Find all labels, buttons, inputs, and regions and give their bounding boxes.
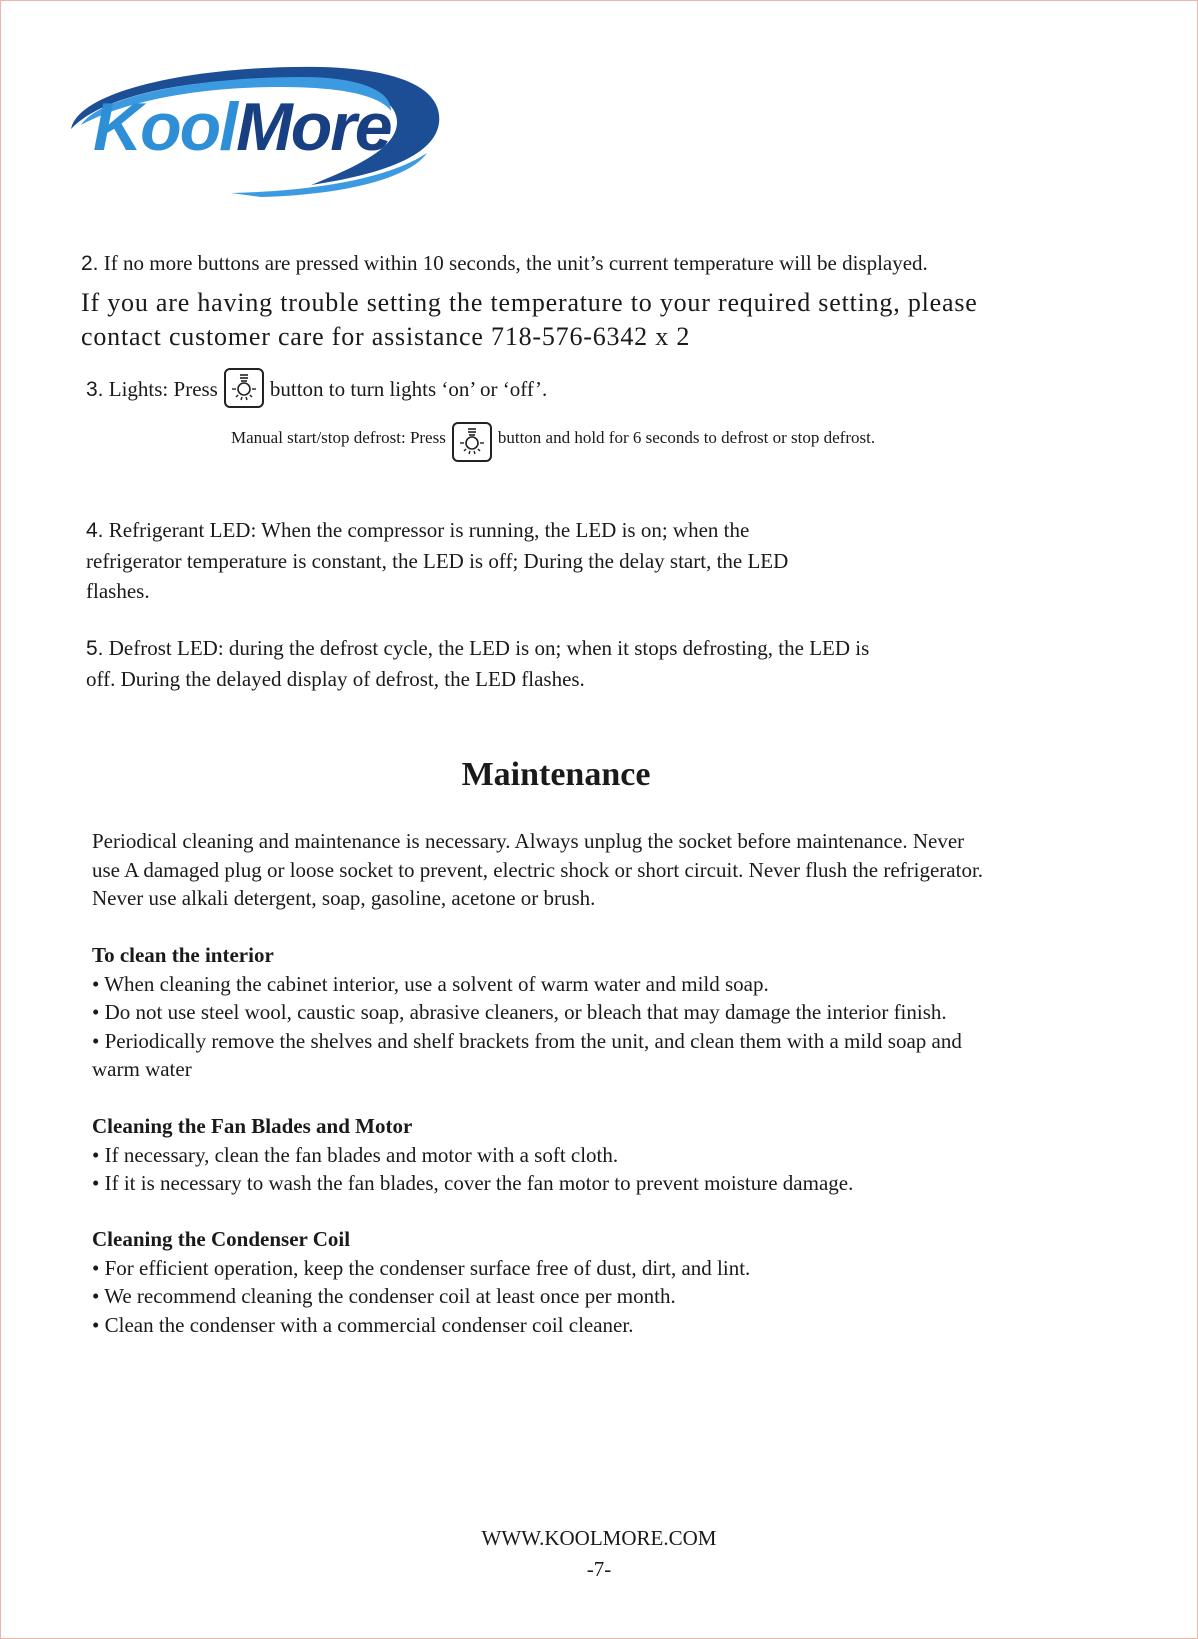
item-2-text: If no more buttons are pressed within 10 seconds, the unit’s current temperature will be displayed. (103, 251, 928, 275)
item-5 (86, 633, 869, 694)
section-fan-blades (92, 1112, 853, 1198)
lightbulb-icon (452, 422, 492, 462)
item-3-lights (86, 371, 547, 411)
item-4-number: 4. (86, 519, 104, 542)
maintenance-intro-line: use A damaged plug or loose socket to prevent, electric shock or short circuit. Never flush the refrigerator. (92, 857, 984, 882)
item-5-line: Defrost LED: during the defrost cycle, the LED is on; when it stops defrosting, the LED is (108, 636, 870, 660)
item-4-line: refrigerator temperature is constant, the LED is off; During the delay start, the LED (86, 549, 789, 573)
section-clean-interior (92, 941, 962, 1084)
logo-wordmark: KoolMore (93, 89, 391, 165)
bullet-line: • For efficient operation, keep the condenser surface free of dust, dirt, and lint. (92, 1255, 751, 1280)
maintenance-heading: Maintenance (461, 756, 651, 793)
customer-care-line-2: contact customer care for assistance 718-576-6342 x 2 (81, 322, 691, 351)
item-4-line: Refrigerant LED: When the compressor is running, the LED is on; when the (108, 518, 750, 542)
koolmore-logo (61, 61, 446, 201)
page-number: -7- (586, 1557, 612, 1581)
lightbulb-icon (224, 368, 264, 408)
customer-care-line-1: If you are having trouble setting the temperature to your required setting, please (81, 288, 978, 317)
item-4-line: flashes. (86, 579, 150, 603)
section-title: Cleaning the Fan Blades and Motor (92, 1114, 413, 1138)
bullet-line: • When cleaning the cabinet interior, use a solvent of warm water and mild soap. (92, 971, 769, 996)
section-title: To clean the interior (92, 943, 274, 967)
lights-suffix: button to turn lights ‘on’ or ‘off’. (269, 376, 548, 401)
bullet-line: • We recommend cleaning the condenser coil at least once per month. (92, 1284, 676, 1308)
bullet-line: warm water (92, 1057, 192, 1081)
defrost-prefix: Manual start/stop defrost: Press (231, 427, 446, 447)
section-title: Cleaning the Condenser Coil (92, 1227, 351, 1251)
maintenance-intro-line: Never use alkali detergent, soap, gasoline, acetone or brush. (92, 886, 596, 910)
item-5-line: off. During the delayed display of defrost, the LED flashes. (86, 667, 585, 691)
maintenance-intro-line: Periodical cleaning and maintenance is necessary. Always unplug the socket before maintenance. Never (92, 829, 965, 853)
maintenance-intro (92, 827, 983, 913)
manual-defrost (231, 419, 875, 459)
bullet-line: • Periodically remove the shelves and shelf brackets from the unit, and clean them with a mild soap and (92, 1028, 962, 1053)
section-condenser-coil (92, 1225, 750, 1339)
defrost-suffix: button and hold for 6 seconds to defrost or stop defrost. (497, 427, 876, 447)
bullet-line: • If necessary, clean the fan blades and motor with a soft cloth. (92, 1142, 619, 1167)
bullet-line: • Clean the condenser with a commercial condenser coil cleaner. (92, 1312, 634, 1337)
item-2-number: 2. (81, 252, 99, 275)
item-2 (81, 251, 928, 276)
customer-care-note (81, 286, 978, 354)
item-3-number: 3. (86, 377, 104, 401)
item-4 (86, 515, 788, 606)
lights-prefix: Lights: Press (108, 376, 218, 401)
item-5-number: 5. (86, 637, 104, 660)
footer-website: WWW.KOOLMORE.COM (481, 1526, 717, 1550)
bullet-line: • If it is necessary to wash the fan blades, cover the fan motor to prevent moisture damage. (92, 1171, 854, 1195)
bullet-line: • Do not use steel wool, caustic soap, abrasive cleaners, or bleach that may damage the interior finish. (92, 1000, 947, 1024)
